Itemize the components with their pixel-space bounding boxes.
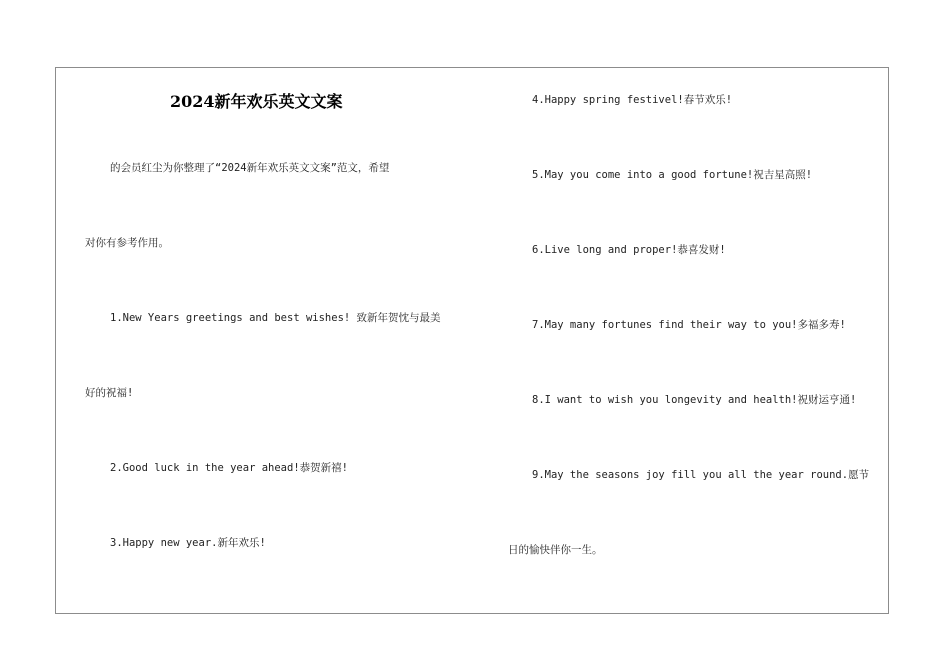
page-frame	[55, 67, 889, 614]
list-item-9-line-1: 9.May the seasons joy fill you all the year round.愿节	[532, 469, 870, 481]
list-item-9-line-2: 日的愉快伴你一生。	[508, 544, 603, 556]
paragraph-intro-line-2: 对你有参考作用。	[85, 237, 169, 249]
list-item-5: 5.May you come into a good fortune!祝吉星高照!	[532, 169, 813, 181]
list-item-2: 2.Good luck in the year ahead!恭贺新禧!	[110, 462, 348, 474]
list-item-4: 4.Happy spring festivel!春节欢乐!	[532, 94, 733, 106]
list-item-3: 3.Happy new year.新年欢乐!	[110, 537, 266, 549]
list-item-8: 8.I want to wish you longevity and health!祝财运亨通!	[532, 394, 857, 406]
document-title: 2024新年欢乐英文文案	[170, 92, 343, 111]
list-item-7: 7.May many fortunes find their way to you!多福多寿!	[532, 319, 846, 331]
list-item-1-line-2: 好的祝福!	[85, 387, 134, 399]
paragraph-intro-line-1: 的会员红尘为你整理了“2024新年欢乐英文文案”范文，希望	[110, 162, 390, 174]
list-item-6: 6.Live long and proper!恭喜发财!	[532, 244, 726, 256]
list-item-1-line-1: 1.New Years greetings and best wishes! 致新年贺忱与最美	[110, 312, 441, 324]
